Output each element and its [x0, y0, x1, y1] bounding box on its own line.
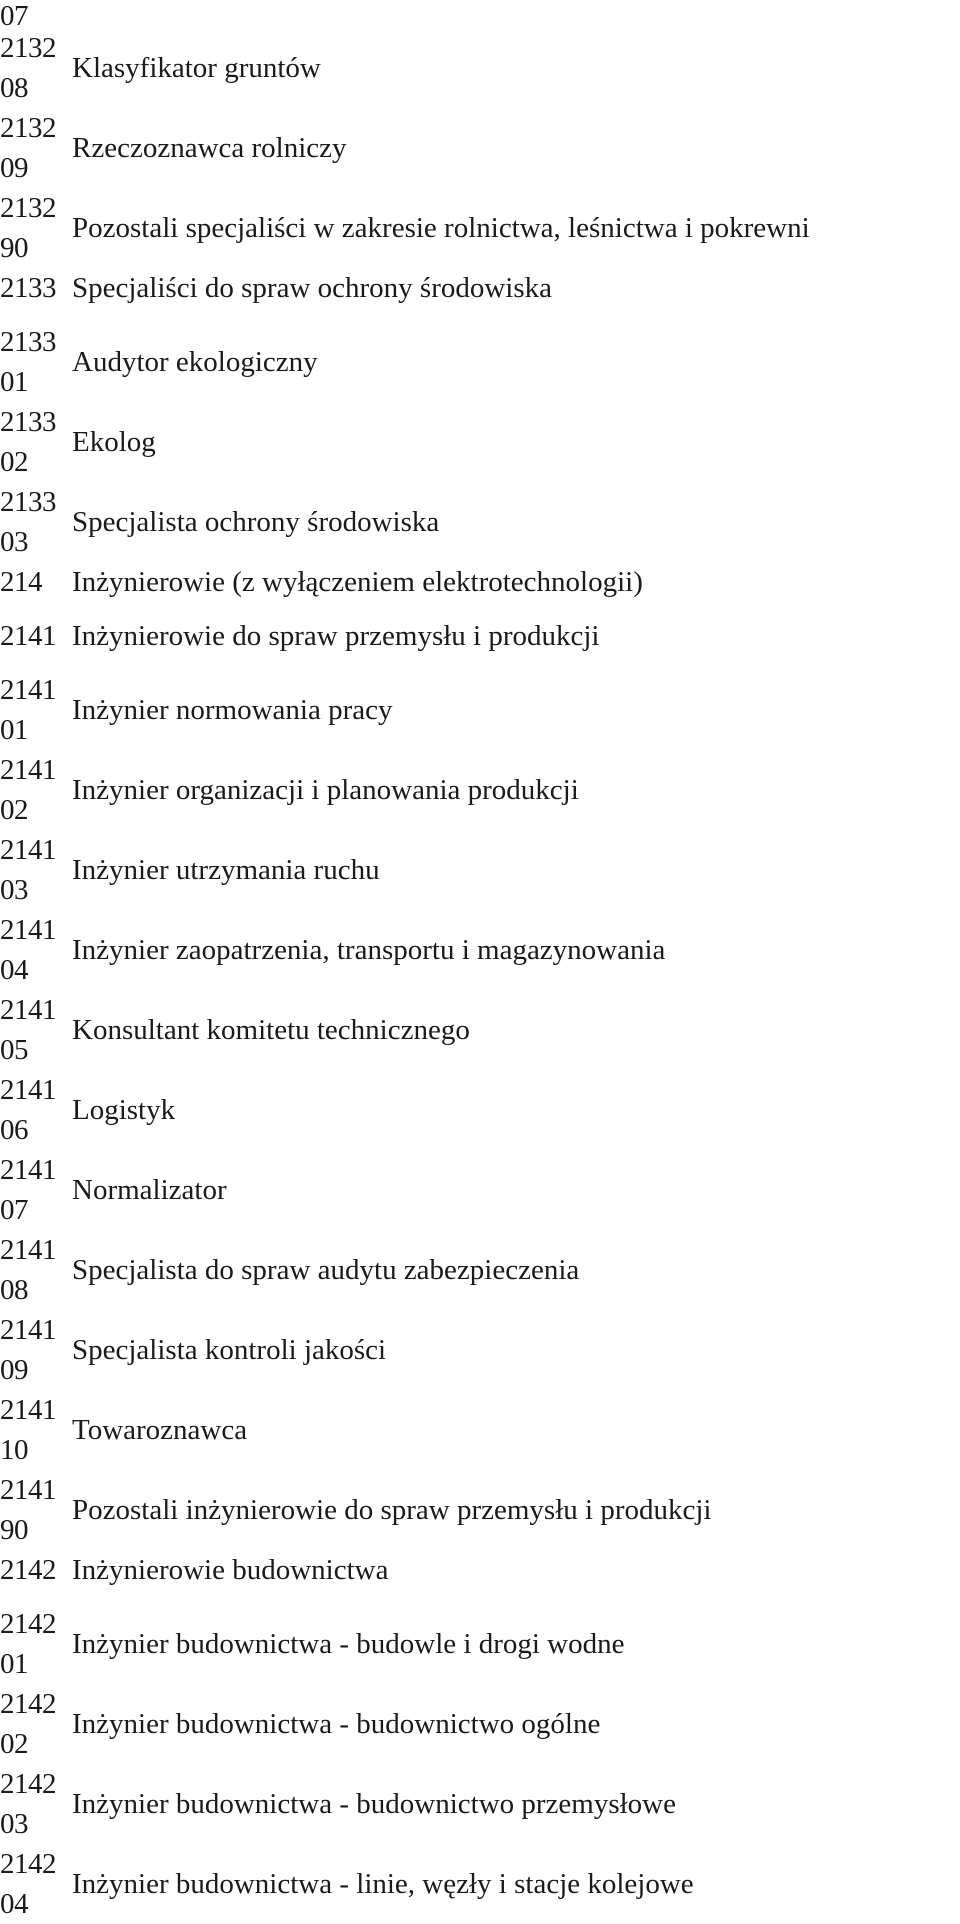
entry-label: Pozostali specjaliści w zakresie rolnictwa, leśnictwa i pokrewni: [72, 212, 810, 244]
code-fragment: 07: [0, 0, 28, 32]
code-column: [0, 990, 72, 1070]
entry-label: Inżynier utrzymania ruchu: [72, 854, 380, 886]
code-suffix: 02: [0, 794, 28, 826]
code-column: [0, 1310, 72, 1390]
code-suffix: 01: [0, 1648, 28, 1680]
entry-label: Pozostali inżynierowie do spraw przemysłu i produkcji: [72, 1494, 712, 1526]
code-suffix: 04: [0, 1888, 28, 1920]
code-suffix: 07: [0, 1194, 28, 1226]
code-main: 2132: [0, 112, 56, 144]
code-main: 2132: [0, 192, 56, 224]
code-column: [0, 1230, 72, 1310]
code-column: [0, 1550, 72, 1590]
entry-label: Audytor ekologiczny: [72, 346, 318, 378]
entry-label: Specjaliści do spraw ochrony środowiska: [72, 272, 553, 304]
entry-label: Klasyfikator gruntów: [72, 52, 321, 84]
code-main: 2133: [0, 406, 56, 438]
code-column: [0, 1684, 72, 1764]
code-main: 2141: [0, 1314, 56, 1346]
code-main: 214: [0, 566, 42, 598]
code-suffix: 03: [0, 874, 28, 906]
entry-label: Inżynier normowania pracy: [72, 694, 393, 726]
code-column: [0, 830, 72, 910]
entry-label: Inżynier budownictwa - linie, węzły i stacje kolejowe: [72, 1868, 694, 1900]
code-suffix: 04: [0, 954, 28, 986]
entry-label: Specjalista kontroli jakości: [72, 1334, 387, 1366]
code-column: [0, 616, 72, 656]
code-main: 2133: [0, 486, 56, 518]
code-main: 2141: [0, 1074, 56, 1106]
code-main: 2133: [0, 326, 56, 358]
entry-label: Specjalista ochrony środowiska: [72, 506, 440, 538]
code-main: 2141: [0, 674, 56, 706]
code-column: [0, 1150, 72, 1230]
code-suffix: 10: [0, 1434, 28, 1466]
code-main: 2132: [0, 32, 56, 64]
code-column: [0, 750, 72, 830]
code-main: 2141: [0, 994, 56, 1026]
code-main: 2142: [0, 1768, 56, 1800]
entry-label: Inżynier organizacji i planowania produkcji: [72, 774, 579, 806]
entry-label: Towaroznawca: [72, 1414, 248, 1446]
code-suffix: 09: [0, 1354, 28, 1386]
entry-label: Normalizator: [72, 1174, 227, 1206]
code-main: 2141: [0, 1394, 56, 1426]
code-column: [0, 1764, 72, 1844]
code-column: [0, 1070, 72, 1150]
code-suffix: 01: [0, 366, 28, 398]
code-suffix: 05: [0, 1034, 28, 1066]
entry-label: Konsultant komitetu technicznego: [72, 1014, 470, 1046]
entry-label: Specjalista do spraw audytu zabezpieczenia: [72, 1254, 580, 1286]
code-column: [0, 1604, 72, 1684]
code-suffix: 90: [0, 232, 28, 264]
code-main: 2141: [0, 834, 56, 866]
code-column: [0, 562, 72, 602]
code-column: [0, 268, 72, 308]
code-main: 2142: [0, 1608, 56, 1640]
code-main: 2141: [0, 1474, 56, 1506]
entry-label: Inżynier zaopatrzenia, transportu i magazynowania: [72, 934, 666, 966]
code-main: 2133: [0, 272, 56, 304]
code-column: [0, 1390, 72, 1470]
code-column: [0, 322, 72, 402]
code-main: 2141: [0, 754, 56, 786]
entry-label: Inżynier budownictwa - budowle i drogi wodne: [72, 1628, 625, 1660]
entry-label: Rzeczoznawca rolniczy: [72, 132, 347, 164]
code-column: [0, 188, 72, 268]
code-main: 2141: [0, 620, 56, 652]
entry-label: Inżynier budownictwa - budownictwo ogólne: [72, 1708, 601, 1740]
code-main: 2141: [0, 1234, 56, 1266]
code-suffix: 02: [0, 446, 28, 478]
code-column: [0, 910, 72, 990]
entry-label: Ekolog: [72, 426, 156, 458]
code-suffix: 90: [0, 1514, 28, 1546]
code-column: [0, 1470, 72, 1550]
code-suffix: 01: [0, 714, 28, 746]
code-main: 2141: [0, 1154, 56, 1186]
entry-label: Inżynierowie do spraw przemysłu i produkcji: [72, 620, 600, 652]
code-suffix: 03: [0, 1808, 28, 1840]
code-suffix: 08: [0, 72, 28, 104]
code-main: 2141: [0, 914, 56, 946]
code-column: [0, 402, 72, 482]
entry-label: Inżynierowie budownictwa: [72, 1554, 389, 1586]
entry-label: Inżynierowie (z wyłączeniem elektrotechnologii): [72, 566, 643, 598]
code-suffix: 08: [0, 1274, 28, 1306]
code-column: [0, 108, 72, 188]
code-suffix: 02: [0, 1728, 28, 1760]
entry-label: Logistyk: [72, 1094, 176, 1126]
code-main: 2142: [0, 1848, 56, 1880]
code-column: [0, 1844, 72, 1924]
code-main: 2142: [0, 1554, 56, 1586]
code-main: 2142: [0, 1688, 56, 1720]
entry-label: Inżynier budownictwa - budownictwo przemysłowe: [72, 1788, 677, 1820]
code-column: [0, 482, 72, 562]
code-column: [0, 28, 72, 108]
code-suffix: 03: [0, 526, 28, 558]
code-suffix: 06: [0, 1114, 28, 1146]
code-suffix: 09: [0, 152, 28, 184]
code-column: [0, 670, 72, 750]
